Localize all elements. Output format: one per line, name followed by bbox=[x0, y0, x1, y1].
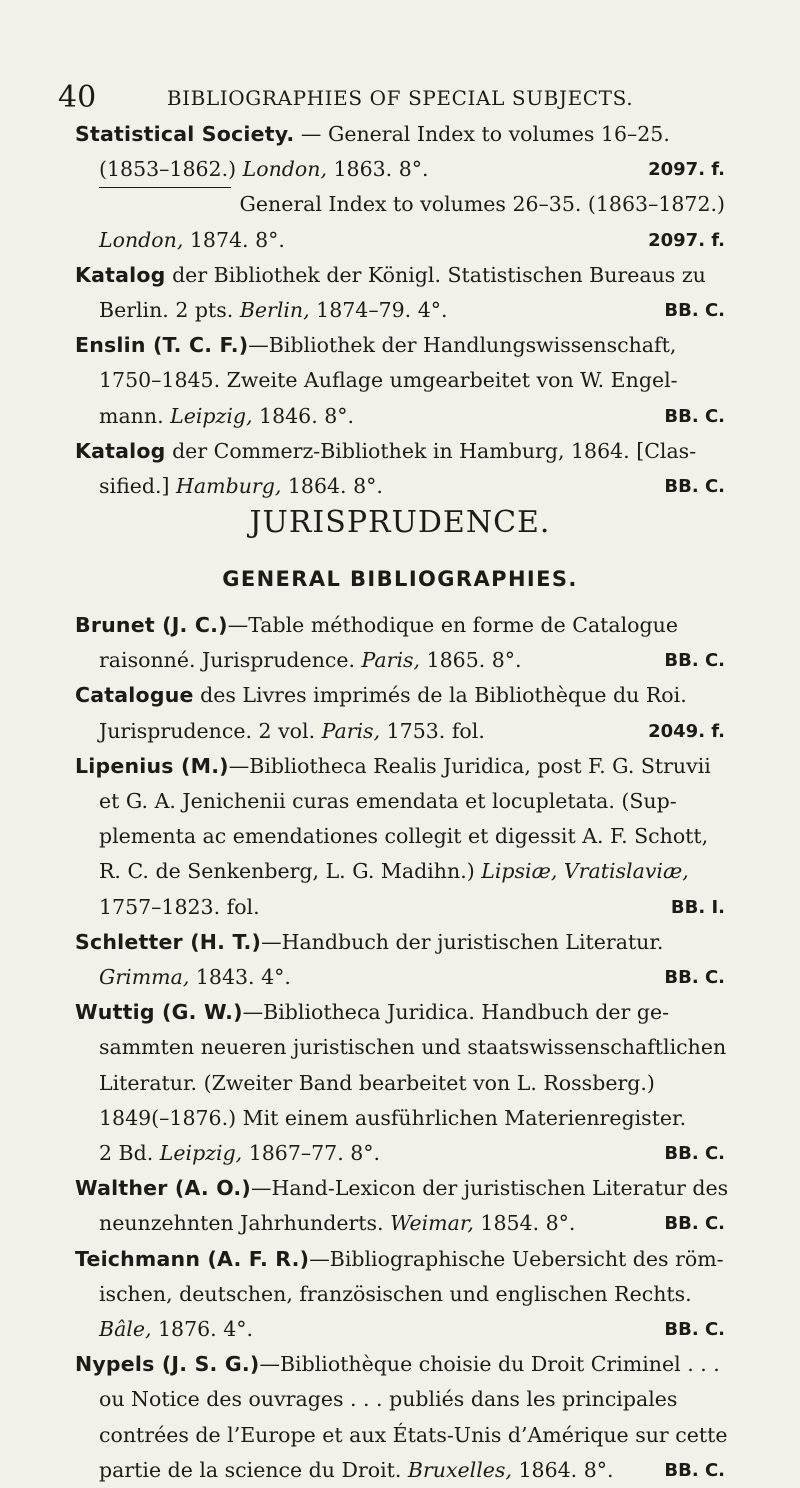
entry-line bbox=[75, 1242, 725, 1277]
entry-heading: Enslin (T. C. F.) bbox=[75, 333, 249, 358]
entry-text: Literatur. (Zweiter Band bearbeitet von L. Rossberg.) bbox=[99, 1070, 655, 1095]
shelfmark: BB. C. bbox=[664, 1143, 725, 1165]
bibliography-entry bbox=[75, 117, 725, 258]
entry-line bbox=[75, 187, 725, 222]
entry-line bbox=[75, 258, 725, 293]
subsection-title: GENERAL BIBLIOGRAPHIES. bbox=[222, 567, 578, 591]
running-head: BIBLIOGRAPHIES OF SPECIAL SUBJECTS. bbox=[166, 86, 634, 110]
entry-line bbox=[75, 1101, 725, 1136]
shelfmark: BB. C. bbox=[664, 300, 725, 322]
shelfmark: 2097. f. bbox=[648, 159, 725, 181]
entry-place: Paris, bbox=[321, 718, 381, 743]
jurisprudence-entries bbox=[75, 608, 729, 1488]
entry-line bbox=[75, 1066, 725, 1101]
entry-text: mann. bbox=[99, 403, 171, 428]
bibliography-entry bbox=[75, 328, 725, 434]
shelfmark: 2049. f. bbox=[648, 720, 725, 742]
shelfmark: BB. C. bbox=[664, 405, 725, 427]
entry-date: 1864. 8°. bbox=[281, 474, 383, 499]
entry-line-text bbox=[99, 1030, 726, 1065]
entry-line bbox=[75, 749, 725, 784]
entry-line-text bbox=[99, 399, 354, 434]
entry-heading: Wuttig (G. W.) bbox=[75, 1000, 243, 1025]
entry-line bbox=[75, 854, 725, 889]
entry-line-text bbox=[99, 854, 689, 889]
entry-date: 1874–79. 4°. bbox=[309, 298, 448, 323]
shelfmark: BB. C. bbox=[664, 1459, 725, 1481]
entry-text: sified.] bbox=[99, 474, 177, 499]
bibliography-entry bbox=[75, 434, 725, 504]
entry-line-text bbox=[99, 1277, 692, 1312]
entry-text: (1853–1862.) bbox=[99, 157, 243, 182]
entry-heading: Nypels (J. S. G.) bbox=[75, 1352, 260, 1377]
entry-text: contrées de l’Europe et aux États-Unis d’Amérique sur cette bbox=[99, 1422, 728, 1447]
entry-text: —Table méthodique en forme de Catalogue bbox=[227, 613, 678, 637]
entry-heading: Schletter (H. T.) bbox=[75, 929, 262, 954]
entry-line bbox=[75, 925, 725, 960]
entry-line-text bbox=[75, 117, 670, 152]
bibliography-entry bbox=[75, 925, 725, 995]
entry-line bbox=[75, 363, 725, 398]
shelfmark: 2097. f. bbox=[648, 229, 725, 251]
shelfmark: BB. C. bbox=[664, 476, 725, 498]
entry-line bbox=[75, 469, 725, 504]
entry-line-text bbox=[99, 1206, 575, 1241]
entry-heading: Statistical Society. bbox=[75, 122, 295, 146]
entry-line bbox=[75, 293, 725, 328]
entry-heading: Brunet (J. C.) bbox=[75, 613, 228, 637]
entry-text: —Hand-Lexicon der juristischen Literatur des bbox=[250, 1176, 729, 1201]
page-header bbox=[58, 80, 742, 116]
entry-text: partie de la science du Droit. bbox=[99, 1457, 408, 1482]
entry-line-text bbox=[99, 152, 429, 187]
entry-line-text bbox=[99, 960, 291, 995]
entry-line bbox=[75, 608, 725, 643]
entry-line-text bbox=[99, 1066, 655, 1101]
entry-place: Lipsiæ, Vratislaviæ, bbox=[481, 859, 689, 884]
entry-place: London, bbox=[99, 227, 184, 252]
entry-text: —Bibliographische Uebersicht des röm- bbox=[309, 1246, 724, 1271]
entry-text: — General Index to volumes 16–25. bbox=[294, 122, 670, 146]
entry-line-text bbox=[99, 1418, 727, 1453]
entry-line-text bbox=[99, 469, 383, 504]
entry-line bbox=[75, 1418, 728, 1453]
entry-line bbox=[75, 399, 725, 434]
entry-heading: Walther (A. O.) bbox=[75, 1176, 251, 1201]
bibliography-entry bbox=[75, 995, 725, 1171]
entry-line-text bbox=[75, 678, 687, 713]
entry-line bbox=[75, 995, 725, 1030]
entry-place: Leipzig, bbox=[159, 1141, 243, 1166]
entry-line-text bbox=[75, 1171, 728, 1206]
entry-line-text bbox=[75, 258, 706, 293]
entry-line bbox=[75, 960, 725, 995]
entry-line bbox=[75, 1206, 725, 1241]
entry-line bbox=[75, 1171, 729, 1206]
entry-line bbox=[75, 434, 725, 469]
bibliography-entry bbox=[75, 1347, 728, 1488]
entry-line bbox=[75, 1347, 725, 1382]
bibliography-entry bbox=[75, 1242, 725, 1348]
entry-line bbox=[75, 714, 725, 749]
entry-date: 1854. 8°. bbox=[473, 1211, 576, 1236]
section-title: JURISPRUDENCE. bbox=[249, 505, 551, 540]
entry-place: London, bbox=[242, 157, 327, 182]
entry-line-text bbox=[75, 1347, 720, 1382]
entry-text: plementa ac emendationes collegit et digessit A. F. Schott, bbox=[99, 824, 709, 849]
entry-text: des Livres imprimés de la Bibliothèque du Roi. bbox=[193, 683, 687, 708]
entry-text: et G. A. Jenichenii curas emendata et locupletata. (Sup- bbox=[99, 789, 677, 814]
entry-line-text bbox=[99, 1382, 677, 1417]
entry-line-text bbox=[75, 995, 669, 1030]
entry-heading: Catalogue bbox=[75, 683, 194, 708]
shelfmark: BB. C. bbox=[664, 967, 725, 989]
entry-line-text bbox=[75, 434, 696, 469]
bibliography-entry bbox=[75, 258, 725, 328]
entry-line-text bbox=[99, 784, 677, 819]
statistical-entries bbox=[75, 117, 725, 504]
entry-line bbox=[75, 1030, 725, 1065]
entry-place: Bâle, bbox=[99, 1317, 152, 1342]
entry-line-text bbox=[75, 1242, 724, 1277]
entry-line bbox=[75, 328, 725, 363]
entry-text: —Handbuch der juristischen Literatur. bbox=[261, 929, 664, 954]
entry-date: 1846. 8°. bbox=[252, 403, 355, 428]
entry-text: 1750–1845. Zweite Auflage umgearbeitet von W. Engel- bbox=[99, 368, 678, 393]
entry-place: Grimma, bbox=[99, 965, 190, 990]
entry-text: —Bibliothèque choisie du Droit Criminel . . . bbox=[259, 1352, 720, 1377]
entry-date: 1865. 8°. bbox=[420, 648, 522, 673]
entry-place: Berlin, bbox=[239, 298, 310, 323]
entry-text: der Commerz-Bibliothek in Hamburg, 1864. [Clas- bbox=[165, 438, 697, 463]
entry-line-text bbox=[99, 1312, 253, 1347]
shelfmark: BB. C. bbox=[664, 1213, 725, 1235]
entry-line bbox=[75, 1453, 725, 1488]
entry-place: Paris, bbox=[361, 648, 421, 673]
entry-line bbox=[75, 890, 725, 925]
entry-line bbox=[75, 1382, 725, 1417]
entry-text: neunzehnten Jahrhunderts. bbox=[99, 1211, 391, 1236]
entry-text: ischen, deutschen, französischen und englischen Rechts. bbox=[99, 1281, 692, 1306]
entry-heading: Katalog bbox=[75, 438, 166, 463]
entry-heading: Katalog bbox=[75, 262, 166, 287]
entry-line bbox=[75, 152, 725, 187]
entry-text: sammten neueren juristischen und staatswissenschaftlichen bbox=[99, 1035, 727, 1060]
entry-date: 1864. 8°. bbox=[511, 1457, 614, 1482]
entry-line-text bbox=[239, 187, 725, 222]
entry-line-text bbox=[99, 223, 285, 258]
entry-text: der Bibliothek der Königl. Statistischen Bureaus zu bbox=[165, 262, 706, 287]
entry-line bbox=[75, 117, 725, 152]
entry-line bbox=[75, 643, 725, 678]
entry-line-text bbox=[99, 714, 485, 749]
bibliography-entry bbox=[75, 749, 725, 925]
entry-text: R. C. de Senkenberg, L. G. Madihn.) bbox=[99, 859, 482, 884]
entry-line-text bbox=[99, 890, 260, 925]
entry-place: Leipzig, bbox=[170, 403, 253, 428]
entry-place: Bruxelles, bbox=[407, 1457, 512, 1482]
shelfmark: BB. C. bbox=[664, 1319, 725, 1341]
bibliography-entry bbox=[75, 608, 725, 678]
entry-line bbox=[75, 784, 725, 819]
bibliography-entry bbox=[75, 678, 725, 748]
entry-text: raisonné. Jurisprudence. bbox=[99, 648, 362, 673]
entry-date: 1753. fol. bbox=[380, 718, 485, 743]
entry-date: 1863. 8°. bbox=[326, 157, 429, 182]
entry-line bbox=[75, 1136, 725, 1171]
entry-text: Berlin. 2 pts. bbox=[99, 298, 240, 323]
shelfmark: BB. I. bbox=[670, 896, 725, 918]
entry-line bbox=[75, 819, 725, 854]
entry-text: —Bibliothek der Handlungswissenschaft, bbox=[248, 333, 677, 358]
entry-line-text bbox=[99, 293, 448, 328]
entry-line-text bbox=[99, 363, 678, 398]
entry-text: —Bibliotheca Juridica. Handbuch der ge- bbox=[242, 1000, 670, 1025]
entry-place: Weimar, bbox=[390, 1211, 474, 1236]
entry-date: 1843. 4°. bbox=[189, 965, 291, 990]
entry-date: 1876. 4°. bbox=[151, 1317, 254, 1342]
entry-heading: Teichmann (A. F. R.) bbox=[75, 1246, 310, 1271]
entry-line-text bbox=[75, 328, 676, 363]
entry-text: General Index to volumes 26–35. (1863–1872.) bbox=[239, 192, 725, 217]
entry-line-text bbox=[99, 643, 522, 678]
entry-date: 1867–77. 8°. bbox=[242, 1141, 381, 1166]
bibliography-entry bbox=[75, 1171, 729, 1241]
page-number: 40 bbox=[58, 80, 97, 115]
entry-line-text bbox=[99, 819, 708, 854]
entry-line bbox=[75, 678, 725, 713]
entry-heading: Lipenius (M.) bbox=[75, 753, 229, 778]
entry-text: ou Notice des ouvrages . . . publiés dans les principales bbox=[99, 1387, 678, 1412]
entry-line bbox=[75, 223, 725, 258]
entry-text: 1849(–1876.) Mit einem ausführlichen Materienregister. bbox=[99, 1105, 687, 1130]
entry-place: Hamburg, bbox=[176, 474, 282, 499]
entry-line-text bbox=[75, 608, 678, 643]
entry-text: —Bibliotheca Realis Juridica, post F. G. Struvii bbox=[228, 753, 711, 778]
entry-text: 1757–1823. fol. bbox=[99, 894, 260, 919]
entry-line bbox=[75, 1312, 725, 1347]
shelfmark: BB. C. bbox=[664, 650, 725, 672]
entry-line-text bbox=[75, 749, 711, 784]
entry-line-text bbox=[99, 1453, 614, 1488]
entry-date: 1874. 8°. bbox=[183, 227, 285, 252]
entry-text: 2 Bd. bbox=[99, 1141, 160, 1166]
entry-line bbox=[75, 1277, 725, 1312]
entry-line-text bbox=[99, 1136, 380, 1171]
entry-text: Jurisprudence. 2 vol. bbox=[99, 718, 322, 743]
entry-line-text bbox=[75, 925, 663, 960]
entry-line-text bbox=[99, 1101, 686, 1136]
